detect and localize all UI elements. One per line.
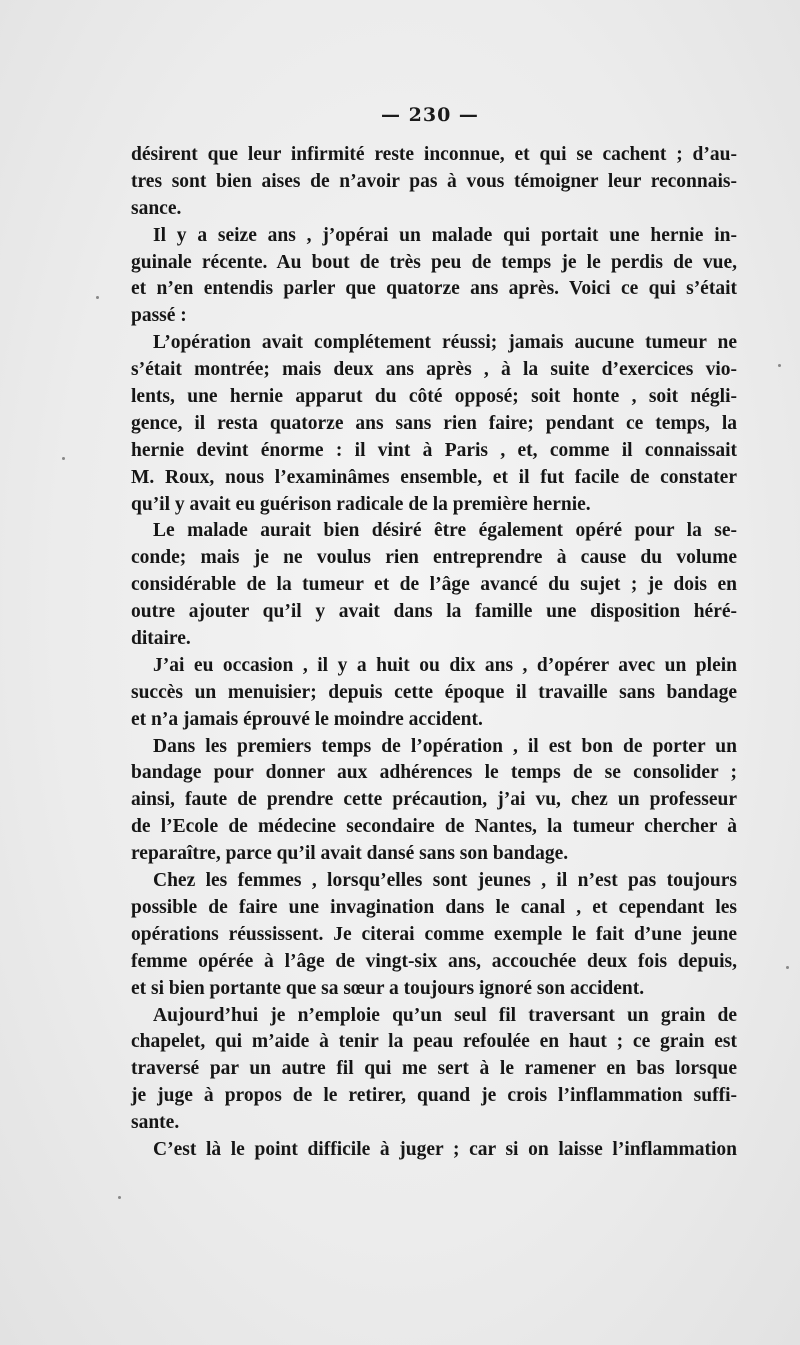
text-line: Il y a seize ans , j’opérai un malade qui portait une hernie in- <box>153 224 737 246</box>
text-line: ainsi, faute de prendre cette précaution, j’ai vu, chez un professeur <box>131 789 737 811</box>
text-line: Chez les femmes , lorsqu’elles sont jeunes , il n’est pas toujours <box>153 870 737 892</box>
text-line: gence, il resta quatorze ans sans rien faire; pendant ce temps, la <box>131 412 737 434</box>
text-line: lents, une hernie apparut du côté opposé; soit honte , soit négli- <box>131 386 737 408</box>
text-line: sante. <box>131 1112 180 1134</box>
text-line: et n’en entendis parler que quatorze ans après. Voici ce qui s’était <box>131 278 737 300</box>
text-line: ditaire. <box>131 628 191 650</box>
text-line: J’ai eu occasion , il y a huit ou dix ans , d’opérer avec un plein <box>153 654 737 676</box>
text-line: je juge à propos de le retirer, quand je crois l’inflammation suffi- <box>131 1085 737 1107</box>
text-line: et n’a jamais éprouvé le moindre accident. <box>131 708 483 730</box>
text-line: bandage pour donner aux adhérences le temps de se consolider ; <box>131 762 737 784</box>
text-line: femme opérée à l’âge de vingt-six ans, accouchée deux fois depuis, <box>131 950 737 972</box>
text-line: opérations réussissent. Je citerai comme exemple le fait d’une jeune <box>131 923 737 945</box>
text-line: tres sont bien aises de n’avoir pas à vous témoigner leur reconnais- <box>131 170 737 192</box>
text-line: succès un menuisier; depuis cette époque il travaille sans bandage <box>131 681 737 703</box>
text-line: et si bien portante que sa sœur a toujours ignoré son accident. <box>131 977 645 999</box>
text-line: Dans les premiers temps de l’opération , il est bon de porter un <box>153 735 737 757</box>
text-line: possible de faire une invagination dans le canal , et cependant les <box>131 896 737 918</box>
text-line: traversé par un autre fil qui me sert à le ramener en bas lorsque <box>131 1058 737 1080</box>
text-line: hernie devint énorme : il vint à Paris , et, comme il connaissait <box>131 439 737 461</box>
text-line: M. Roux, nous l’examinâmes ensemble, et il fut facile de constater <box>131 466 737 488</box>
paper-speck <box>62 457 65 460</box>
paper-speck <box>96 296 99 299</box>
text-line: Le malade aurait bien désiré être également opéré pour la se- <box>153 520 737 542</box>
text-line: s’était montrée; mais deux ans après , à la suite d’exercices vio- <box>131 359 737 381</box>
text-line: chapelet, qui m’aide à tenir la peau refoulée en haut ; ce grain est <box>131 1031 737 1053</box>
paper-speck <box>786 966 789 969</box>
text-line: passé : <box>131 305 187 327</box>
text-line: de l’Ecole de médecine secondaire de Nantes, la tumeur chercher à <box>131 816 737 838</box>
text-line: guinale récente. Au bout de très peu de temps je le perdis de vue, <box>131 251 737 273</box>
text-line: sance. <box>131 197 182 219</box>
paper-speck <box>118 1196 121 1199</box>
text-line: désirent que leur infirmité reste inconnue, et qui se cachent ; d’au- <box>131 144 737 165</box>
text-line: reparaître, parce qu’il avait dansé sans son bandage. <box>131 843 569 865</box>
paper-speck <box>778 364 781 367</box>
text-line: Aujourd’hui je n’emploie qu’un seul fil traversant un grain de <box>153 1004 737 1026</box>
text-line: C’est là le point difficile à juger ; car si on laisse l’inflammation <box>153 1138 737 1160</box>
page-number: — 230 — <box>381 104 479 126</box>
text-line: L’opération avait complétement réussi; jamais aucune tumeur ne <box>153 332 737 354</box>
text-line: outre ajouter qu’il y avait dans la famille une disposition héré- <box>131 601 737 623</box>
text-line: conde; mais je ne voulus rien entreprendre à cause du volume <box>131 547 737 569</box>
body-text <box>131 142 737 1164</box>
text-line: qu’il y avait eu guérison radicale de la première hernie. <box>131 493 591 515</box>
text-line: considérable de la tumeur et de l’âge avancé du sujet ; je dois en <box>131 574 737 596</box>
